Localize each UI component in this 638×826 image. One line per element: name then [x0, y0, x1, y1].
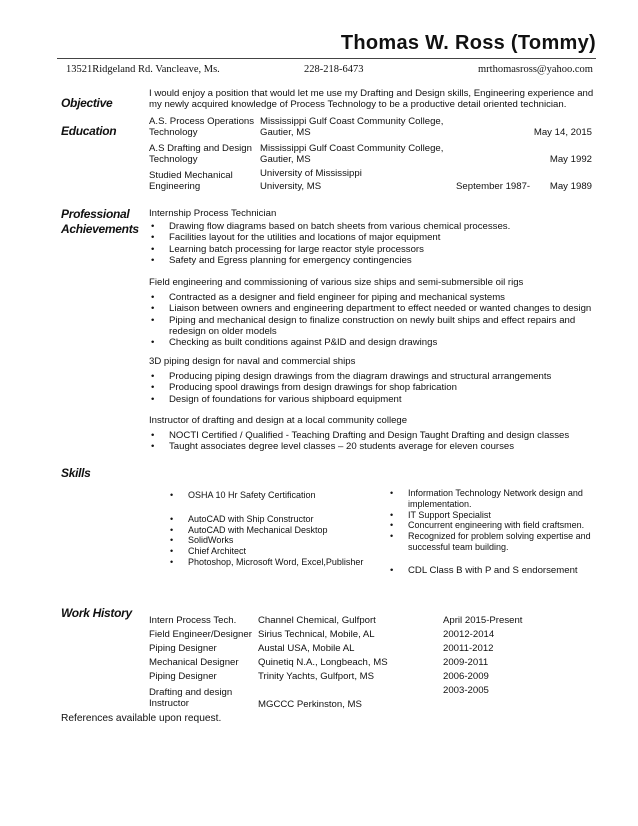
degree-line: Technology	[149, 154, 198, 166]
education-school	[260, 168, 362, 192]
job-title	[149, 687, 232, 709]
bullet-item: • Piping and mechanical design to finalize construction on newly built ships and effect repairs and redesign on older models	[149, 315, 599, 337]
phone: 228-218-6473	[304, 64, 364, 75]
skill-item: • Chief Architect	[170, 546, 375, 557]
skill-item: • Concurrent engineering with field craftsmen.	[390, 520, 595, 531]
job-title: Field Engineer/Designer	[149, 628, 252, 640]
skills-left-column	[170, 490, 375, 568]
education-degree	[149, 116, 254, 138]
employer: Channel Chemical, Gulfport	[258, 615, 376, 626]
achievements-heading-line: Achievements	[61, 222, 139, 236]
skill-item: • OSHA 10 Hr Safety Certification	[170, 490, 375, 501]
degree-line: Studied Mechanical	[149, 170, 233, 181]
job-title-line: Instructor	[149, 698, 189, 710]
school-line: Gautier, MS	[260, 154, 311, 166]
skill-item: • AutoCAD with Ship Constructor	[170, 514, 375, 525]
objective-line: my newly acquired knowledge of Process Technology to be a productive detail oriented technician.	[149, 99, 567, 111]
education-school	[260, 143, 443, 165]
skill-item: • Recognized for problem solving expertise and successful team building.	[390, 531, 595, 553]
objective-heading: Objective	[61, 96, 113, 110]
education-school	[260, 116, 443, 138]
degree-line: Engineering	[149, 181, 201, 193]
skill-item: • AutoCAD with Mechanical Desktop	[170, 525, 375, 536]
education-date: May 1992	[549, 154, 592, 165]
achievements-heading	[61, 207, 139, 237]
section-title: Internship Process Technician	[149, 208, 277, 219]
skill-item: • Information Technology Network design and implementation.	[390, 488, 595, 510]
objective-line: I would enjoy a position that would let me use my Drafting and Design skills, Engineering experience and	[149, 88, 594, 99]
email: mrthomasross@yahoo.com	[478, 64, 593, 75]
bullet-item: • Taught associates degree level classes – 20 students average for eleven courses	[149, 441, 599, 452]
job-dates: 20011-2012	[443, 642, 494, 654]
bullet-item: • Design of foundations for various shipboard equipment	[149, 394, 599, 405]
job-dates: 2003-2005	[443, 685, 489, 696]
education-heading: Education	[61, 124, 117, 138]
section-title: 3D piping design for naval and commercial ships	[149, 356, 356, 367]
bullet-list	[149, 371, 599, 405]
bullet-item: • Safety and Egress planning for emergency contingencies	[149, 255, 599, 266]
bullet-item: • Learning batch processing for large reactor style processors	[149, 244, 599, 255]
header-divider	[57, 58, 596, 59]
skill-item: • SolidWorks	[170, 535, 375, 546]
education-date: May 1989	[549, 181, 592, 192]
achievement-section	[149, 415, 599, 453]
school-line: Mississippi Gulf Coast Community College,	[260, 116, 444, 127]
job-dates: April 2015-Present	[443, 615, 523, 626]
job-title: Mechanical Designer	[149, 656, 239, 668]
degree-line: A.S. Process Operations	[149, 116, 255, 127]
job-title: Piping Designer	[149, 642, 217, 654]
skills-right-column	[390, 488, 595, 577]
bullet-item: • NOCTI Certified / Qualified - Teaching Drafting and Design Taught Drafting and design classes	[149, 430, 599, 441]
work-dates	[443, 614, 522, 684]
job-title-line: Drafting and design	[149, 687, 233, 698]
school-line: University of Mississippi	[260, 168, 362, 179]
work-titles	[149, 614, 252, 684]
bullet-item: • Producing piping design drawings from the diagram drawings and structural arrangements	[149, 371, 599, 382]
bullet-item: • Drawing flow diagrams based on batch sheets from various chemical processes.	[149, 221, 599, 232]
bullet-item: • Checking as built conditions against P&ID and design drawings	[149, 337, 599, 348]
employer: MGCCC Perkinston, MS	[258, 699, 362, 710]
skill-item: • IT Support Specialist	[390, 510, 595, 521]
education-degree	[149, 143, 252, 165]
references-note: References available upon request.	[61, 713, 222, 724]
employer: Trinity Yachts, Gulfport, MS	[258, 670, 375, 682]
employer: Austal USA, Mobile AL	[258, 642, 355, 654]
bullet-item: • Liaison between owners and engineering department to effect needed or wanted changes to design	[149, 303, 599, 314]
resume-name: Thomas W. Ross (Tommy)	[340, 32, 596, 54]
job-dates: 2006-2009	[443, 670, 489, 682]
section-title: Field engineering and commissioning of various size ships and semi-submersible oil rigs	[149, 277, 524, 288]
employer: Quinetiq N.A., Longbeach, MS	[258, 656, 388, 668]
skills-heading: Skills	[61, 466, 91, 480]
achievements-heading-line: Professional	[61, 207, 130, 221]
bullet-item: • Facilities layout for the utilities and locations of major equipment	[149, 232, 599, 243]
bullet-list	[149, 292, 599, 348]
bullet-item: • Contracted as a designer and field engineer for piping and mechanical systems	[149, 292, 599, 303]
achievement-section	[149, 208, 599, 266]
achievement-section	[149, 277, 599, 348]
degree-line: Technology	[149, 127, 198, 139]
education-date: May 14, 2015	[533, 127, 592, 138]
job-dates: 20012-2014	[443, 628, 495, 640]
job-title: Piping Designer	[149, 670, 217, 682]
bullet-item: • Producing spool drawings from design drawings for shop fabrication	[149, 382, 599, 393]
education-start-date: September 1987-	[456, 181, 531, 192]
job-dates: 2009-2011	[443, 656, 489, 668]
skill-item: • CDL Class B with P and S endorsement	[390, 566, 595, 577]
address: 13521Ridgeland Rd. Vancleave, Ms.	[66, 64, 220, 75]
work-employers	[258, 614, 388, 684]
bullet-list	[149, 221, 599, 266]
achievement-section	[149, 356, 599, 405]
objective-text	[149, 88, 593, 110]
school-line: University, MS	[260, 181, 322, 193]
skill-item: • Photoshop, Microsoft Word, Excel,Publisher	[170, 557, 375, 568]
bullet-list	[149, 430, 599, 452]
work-history-heading: Work History	[61, 606, 132, 620]
employer: Sirius Technical, Mobile, AL	[258, 628, 375, 640]
school-line: Mississippi Gulf Coast Community College,	[260, 143, 444, 154]
education-degree	[149, 170, 233, 192]
school-line: Gautier, MS	[260, 127, 311, 139]
section-title: Instructor of drafting and design at a local community college	[149, 415, 408, 426]
job-title: Intern Process Tech.	[149, 615, 237, 626]
degree-line: A.S Drafting and Design	[149, 143, 252, 154]
